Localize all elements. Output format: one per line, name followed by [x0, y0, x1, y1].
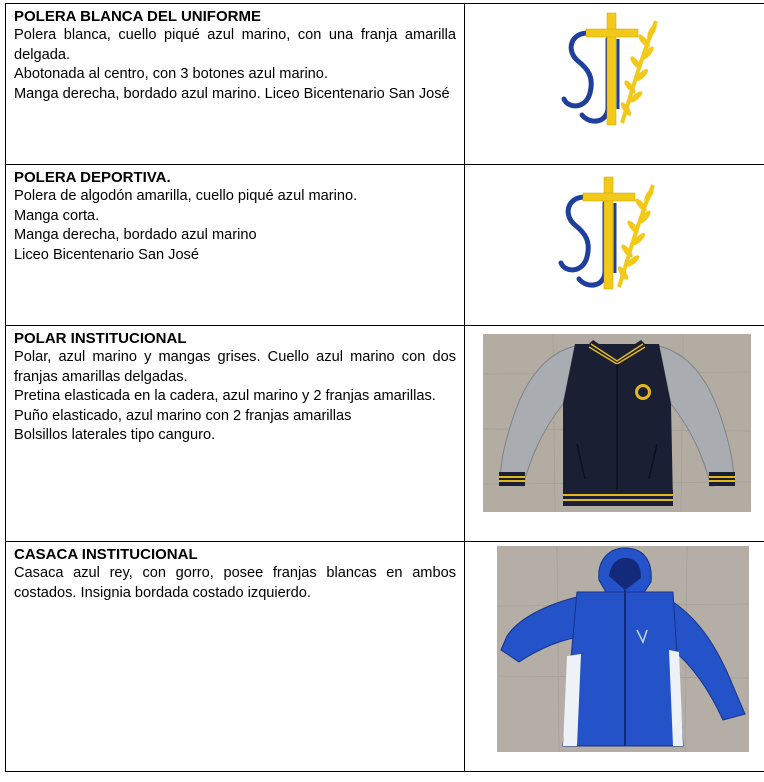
item-title: POLAR INSTITUCIONAL [14, 330, 187, 347]
description-cell [6, 4, 465, 165]
item-description-line: Polera blanca, cuello piqué azul marino, con una franja amarilla delgada. [14, 27, 456, 63]
item-description-line: Polera de algodón amarilla, cuello piqué azul marino. [14, 188, 358, 204]
item-title: CASACA INSTITUCIONAL [14, 546, 198, 563]
item-title: POLERA DEPORTIVA. [14, 169, 171, 186]
cross-icon [583, 177, 635, 289]
school-logo [557, 175, 667, 295]
item-description-line: Pretina elasticada en la cadera, azul marino y 2 franjas amarillas. [14, 388, 436, 404]
item-description-line: Bolsillos laterales tipo canguro. [14, 427, 216, 443]
school-logo [560, 11, 670, 131]
item-description-line: Manga derecha, bordado azul marino [14, 227, 257, 243]
item-description-line: Polar, azul marino y mangas grises. Cuello azul marino con dos franjas amarillas delgadas. [14, 349, 456, 385]
description-cell [6, 165, 465, 326]
fleece-jacket-photo [483, 334, 751, 512]
item-title: POLERA BLANCA DEL UNIFORME [14, 8, 261, 25]
table-row [6, 4, 764, 165]
hooded-jacket-photo [497, 546, 749, 752]
item-description-line: Manga derecha, bordado azul marino. Liceo Bicentenario San José [14, 85, 450, 102]
table-row [6, 326, 764, 542]
image-cell [465, 4, 764, 165]
image-cell [465, 326, 764, 542]
item-description-line: Casaca azul rey, con gorro, posee franjas blancas en ambos costados. Insignia bordada costado izquierdo. [14, 565, 456, 601]
image-cell [465, 542, 764, 772]
cross-icon [586, 13, 638, 125]
image-cell [465, 165, 764, 326]
description-cell [6, 542, 465, 772]
table-row [6, 165, 764, 326]
item-description-line: Manga corta. [14, 207, 100, 224]
item-description-line: Abotonada al centro, con 3 botones azul marino. [14, 66, 328, 82]
description-cell [6, 326, 465, 542]
uniform-table [5, 3, 764, 772]
table-row [6, 542, 764, 772]
item-description-line: Liceo Bicentenario San José [14, 246, 199, 263]
item-description-line: Puño elasticado, azul marino con 2 franjas amarillas [14, 407, 352, 424]
